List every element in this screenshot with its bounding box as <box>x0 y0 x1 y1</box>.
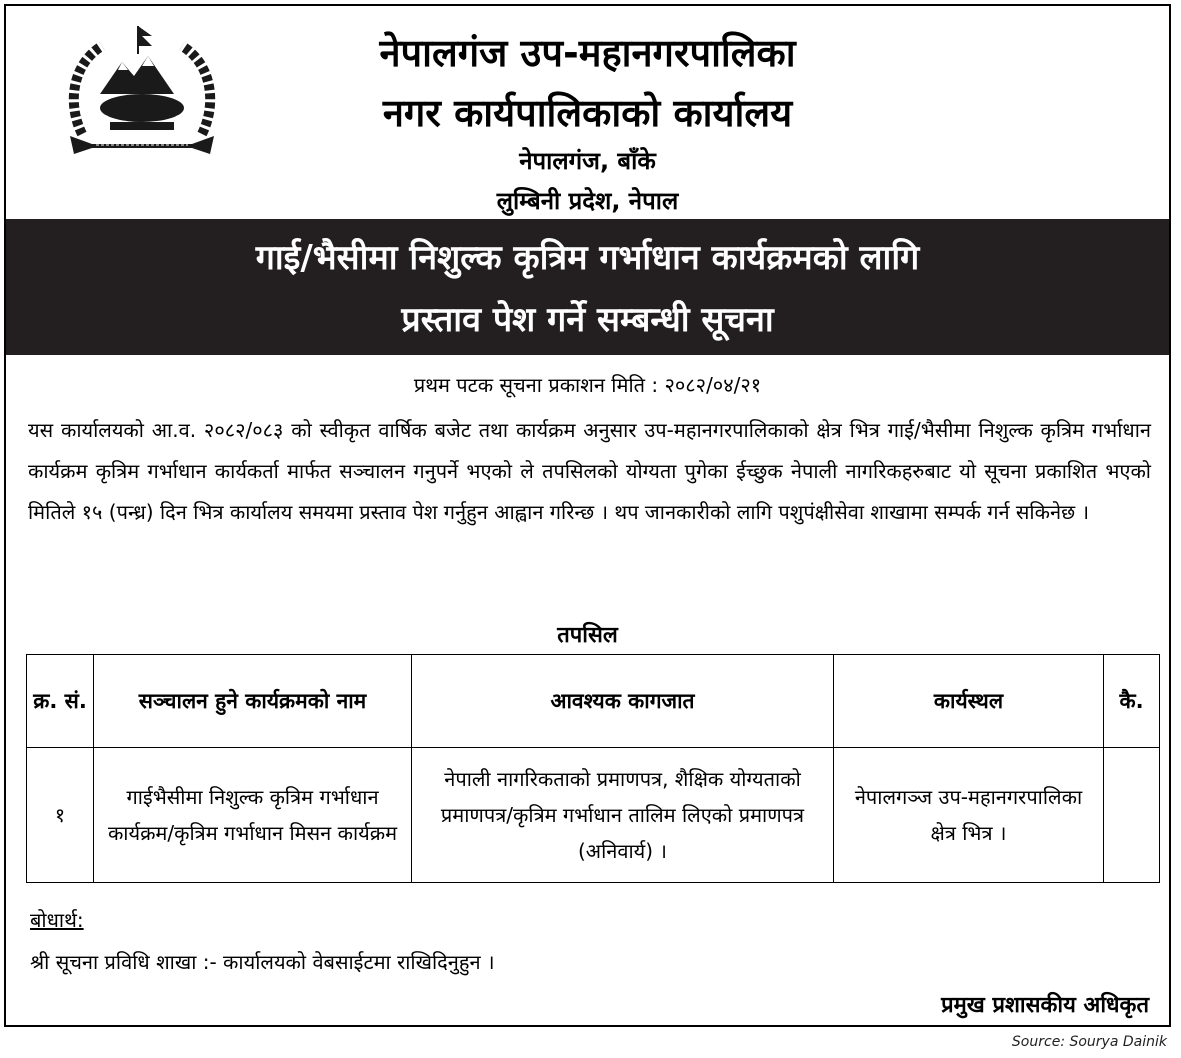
header-serial: क्र. सं. <box>27 655 94 748</box>
table-row <box>27 748 1160 883</box>
notice-title-line2: प्रस्ताव पेश गर्ने सम्बन्धी सूचना <box>401 300 774 340</box>
signatory: प्रमुख प्रशासकीय अधिकृत <box>941 993 1149 1018</box>
bodhartha-label: बोधार्थ: <box>30 908 84 932</box>
cell-program-name: गाईभैसीमा निशुल्क कृत्रिम गर्भाधान कार्यक्रम/कृत्रिम गर्भाधान मिसन कार्यक्रम <box>94 748 412 883</box>
notice-page <box>4 4 1171 1027</box>
details-table <box>26 654 1160 883</box>
cell-required-documents: नेपाली नागरिकताको प्रमाणपत्र, शैक्षिक योग्यताको प्रमाणपत्र/कृत्रिम गर्भाधान तालिम लिएको प्रमाणपत्र (अनिवार्य) । <box>412 748 834 883</box>
table-header-row <box>27 655 1160 748</box>
nepal-government-emblem-icon <box>62 24 222 160</box>
header-program-name: सञ्चालन हुने कार्यक्रमको नाम <box>94 655 412 748</box>
header-remarks: कै. <box>1104 655 1160 748</box>
cell-remarks <box>1104 748 1160 883</box>
table-title: तपसिल <box>557 623 618 648</box>
notice-body-paragraph: यस कार्यालयको आ.व. २०८२/०८३ को स्वीकृत वार्षिक बजेट तथा कार्यक्रम अनुसार उप-महानगरपालिकाको क्षेत्र भित्र गाई/भैसीमा निशुल्क कृत्रिम गर्भाधान कार्यक्रम कृत्रिम गर्भाधान कार्यकर्ता मार्फत सञ्चालन गनुपर्ने भएको ले तपसिलको योग्यता पुगेका ईच्छुक नेपाली नागरिकहरुबाट यो सूचना प्रकाशित भएको मितिले १५ (पन्ध्र) दिन भित्र कार्यालय समयमा प्रस्ताव पेश गर्नुहुन आह्वान गरिन्छ । थप जानकारीको लागि पशुपंक्षीसेवा शाखामा सम्पर्क गर्न सकिनेछ । <box>28 418 1151 524</box>
notice-title-banner <box>6 219 1169 355</box>
bodhartha-text: श्री सूचना प्रविधि शाखा :- कार्यालयको वेबसाईटमा राखिदिनुहुन । <box>30 950 495 974</box>
cell-workplace: नेपालगञ्ज उप-महानगरपालिका क्षेत्र भित्र । <box>834 748 1104 883</box>
office-location-line1: नेपालगंज, बाँके <box>519 147 656 175</box>
header-workplace: कार्यस्थल <box>834 655 1104 748</box>
header-required-documents: आवश्यक कागजात <box>412 655 834 748</box>
office-name-line2: नगर कार्यपालिकाको कार्यालय <box>382 91 793 135</box>
publish-date: प्रथम पटक सूचना प्रकाशन मिति : २०८२/०४/२१ <box>413 373 762 397</box>
office-location-line2: लुम्बिनी प्रदेश, नेपाल <box>496 187 679 215</box>
source-credit: Source: Sourya Dainik <box>1011 1034 1167 1050</box>
notice-title-line1: गाई/भैसीमा निशुल्क कृत्रिम गर्भाधान कार्यक्रमको लागि <box>255 238 920 278</box>
cell-serial: १ <box>27 748 94 883</box>
office-name-line1: नेपालगंज उप-महानगरपालिका <box>379 31 796 75</box>
